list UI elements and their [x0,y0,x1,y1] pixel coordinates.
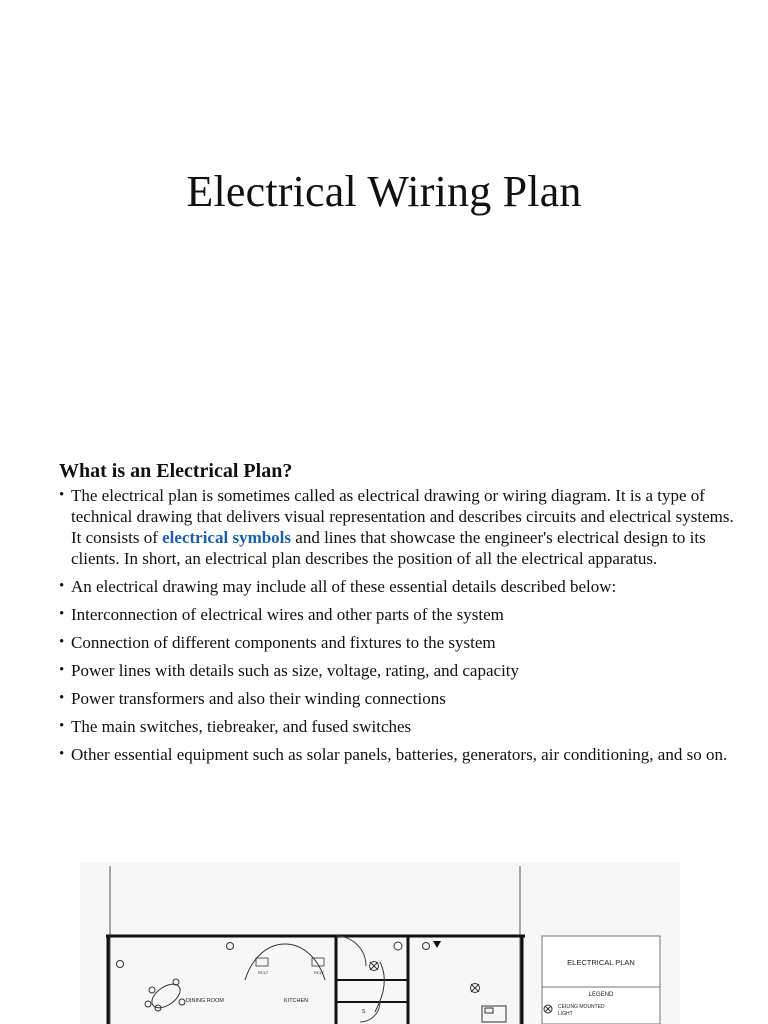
bullet-definition-post: and lines that showcase the engineer's electrical design to its clients. In short, an electrical plan describes the position of all the electrical apparatus. [71,528,706,568]
room-label-kitchen: KITCHEN [284,998,309,1004]
bullet-item: • The main switches, tiebreaker, and fused switches [59,716,739,737]
rclt-label: RCLT [258,970,269,975]
bullet-item: • Other essential equipment such as solar panels, batteries, generators, air conditioning, and so on. [59,744,739,765]
legend-heading: LEGEND [588,992,614,998]
legend-item-line1: CEILING MOUNTED [558,1004,605,1010]
legend-item-line2: LIGHT [558,1011,573,1017]
page-title: Electrical Wiring Plan [186,167,582,216]
bullet-item: • An electrical drawing may include all of these essential details described below: [59,576,739,597]
bullet-item: • Connection of different components and fixtures to the system [59,632,739,653]
rclt-label: RCLT [314,970,325,975]
bullet-item: • Power lines with details such as size, voltage, rating, and capacity [59,660,739,681]
section-heading: What is an Electrical Plan? [59,460,293,482]
bullet-definition-pre: The electrical plan is sometimes called as electrical drawing or wiring diagram. It is a type of technical drawing that delivers visual representation and describes circuits and electrical systems. It consists of [71,486,734,547]
bullet-list [59,485,739,772]
bullet-definition [59,485,739,569]
plan-box-title: ELECTRICAL PLAN [567,958,635,967]
bullet-item: • Power transformers and also their winding connections [59,688,739,709]
switch-label: S [362,1009,366,1015]
floor-plan-figure [80,862,680,1024]
bullet-item: • Interconnection of electrical wires and other parts of the system [59,604,739,625]
electrical-symbols-link[interactable]: electrical symbols [162,528,292,547]
room-label-dining: DINING ROOM [186,998,224,1004]
floor-plan-drawing [80,862,680,1024]
